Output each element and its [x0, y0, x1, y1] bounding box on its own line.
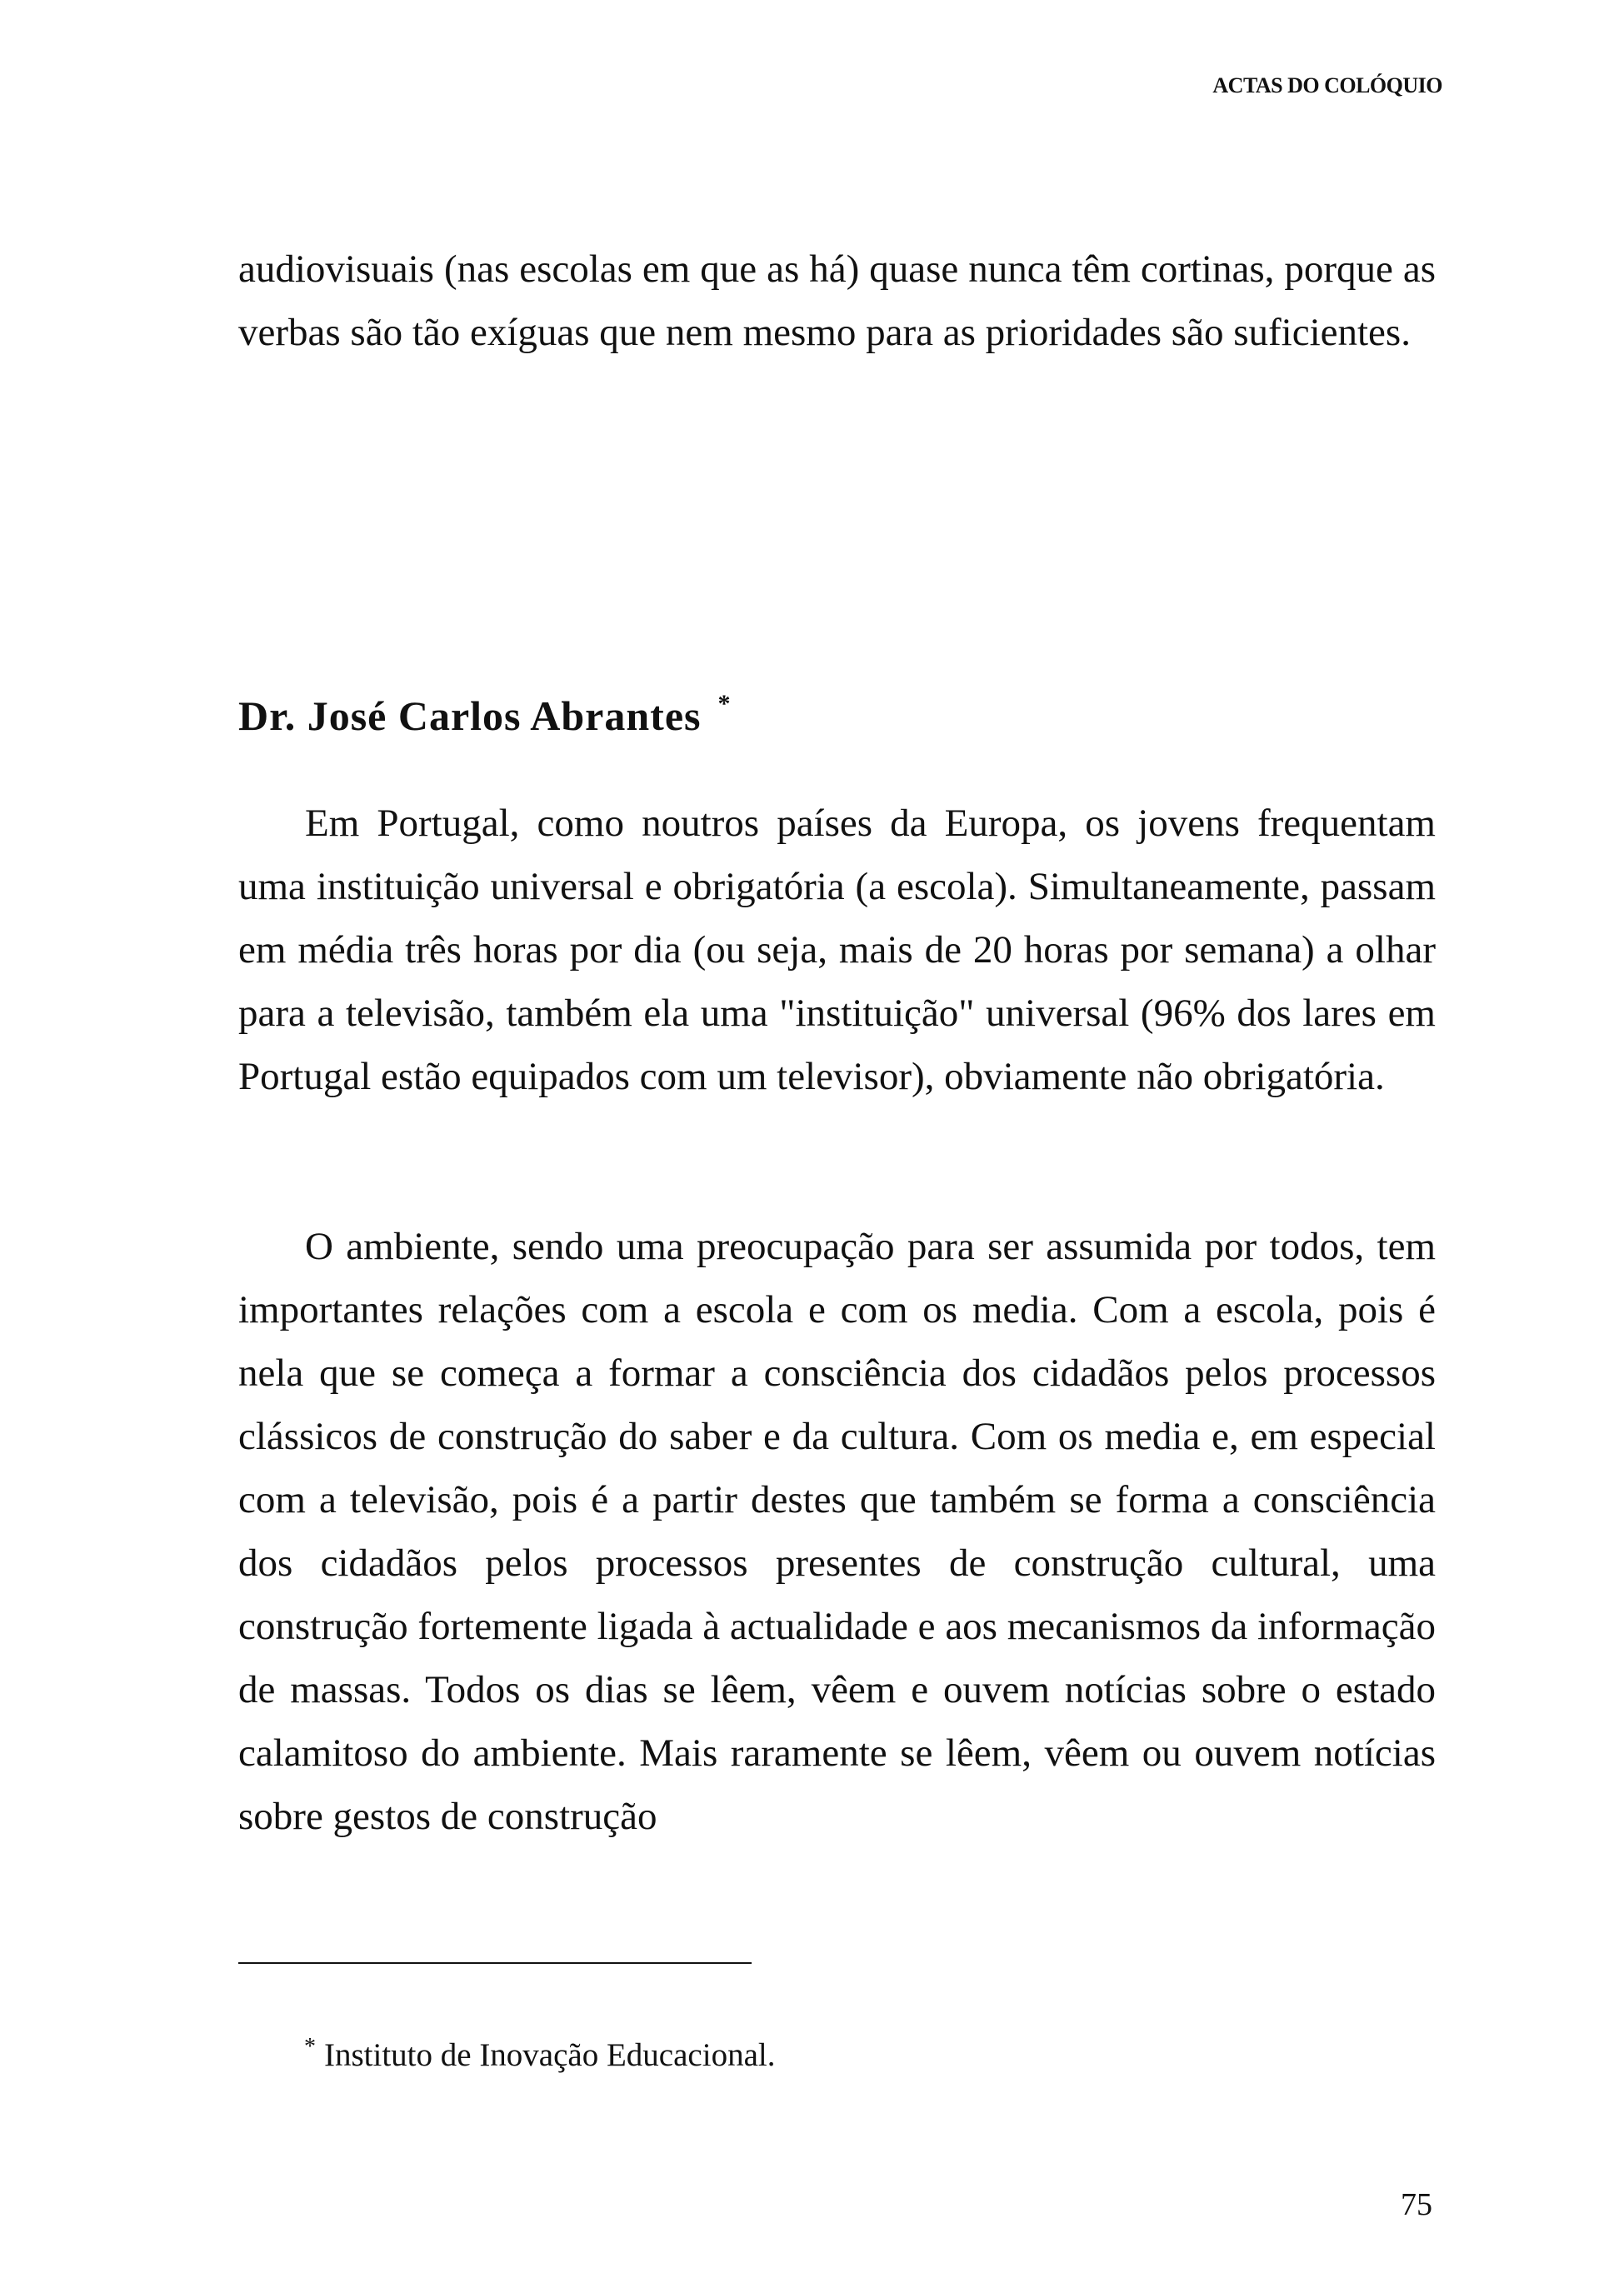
- footnote-reference-marker: *: [717, 690, 732, 717]
- body-paragraph-1: audiovisuais (nas escolas em que as há) quase nunca têm cortinas, porque as verbas são tão exíguas que nem mesmo para as prioridades são suficientes.: [238, 247, 1436, 354]
- body-paragraph-3: O ambiente, sendo uma preocupação para ser assumida por todos, tem importantes relações com a escola e com os media. Com a escola, pois é nela que se começa a formar a consciência dos cidadãos pelos processos clássicos de construção do saber e da cultura. Com os media e, em especial com a televisão, pois é a partir destes que também se forma a consciência dos cidadãos pelos processos presentes de construção cultural, uma construção fortemente ligada à actualidade e aos mecanismos da informação de massas. Todos os dias se lêem, vêem e ouvem notícias sobre o estado calamitoso do ambiente. Mais raramente se lêem, vêem ou ouvem notícias sobre gestos de construção: [238, 1225, 1436, 1838]
- footnote-marker: *: [304, 2034, 316, 2060]
- footnote: [304, 2026, 775, 2076]
- footnote-text: Instituto de Inovação Educacional.: [324, 2037, 776, 2073]
- body-paragraph-2: Em Portugal, como noutros países da Europa, os jovens frequentam uma instituição universal e obrigatória (a escola). Simultaneamente, passam em média três horas por dia (ou seja, mais de 20 horas por semana) a olhar para a televisão, também ela uma "instituição" universal (96% dos lares em Portugal estão equipados com um televisor), obviamente não obrigatória.: [238, 802, 1436, 1098]
- page-number: 75: [1401, 2187, 1432, 2222]
- section-heading: [238, 690, 731, 740]
- footnote-divider: [238, 1962, 752, 1964]
- section-heading-text: Dr. José Carlos Abrantes: [238, 692, 702, 739]
- running-header: ACTAS DO COLÓQUIO: [1212, 73, 1442, 97]
